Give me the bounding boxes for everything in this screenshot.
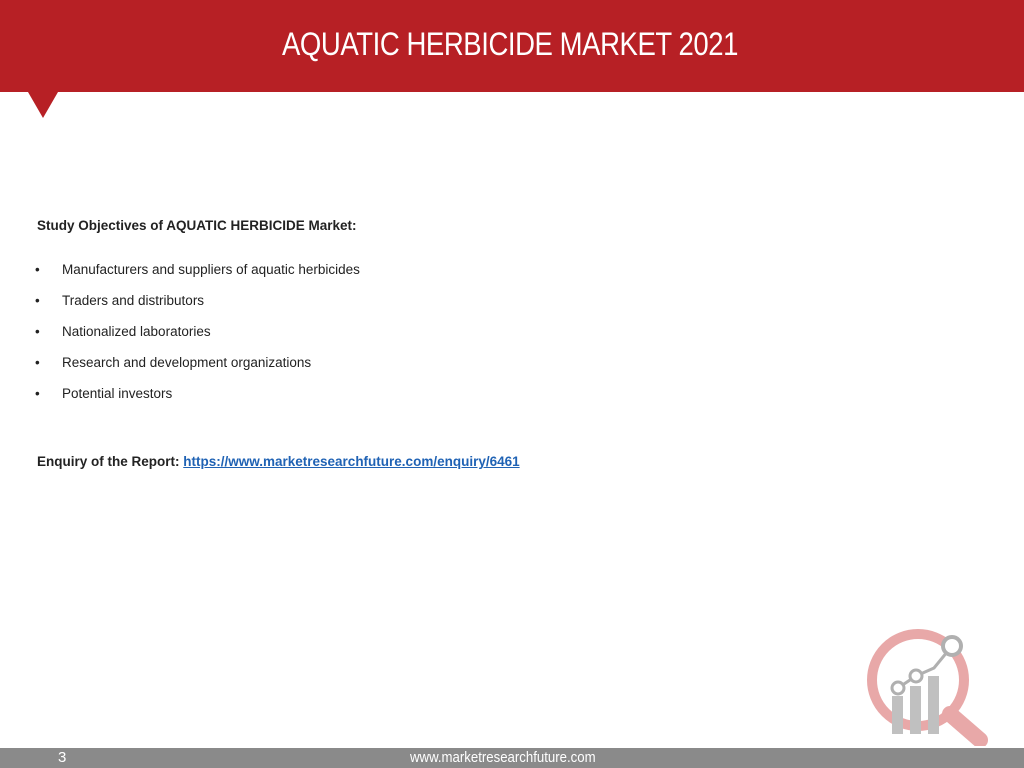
header-notch <box>28 92 58 118</box>
list-item <box>37 322 937 353</box>
list-item-text: Manufacturers and suppliers of aquatic herbicides <box>62 262 360 277</box>
list-item <box>37 291 937 322</box>
enquiry-line <box>37 452 520 472</box>
list-item-text: Nationalized laboratories <box>62 324 211 339</box>
magnifier-chart-logo-icon <box>862 628 992 746</box>
enquiry-link[interactable]: https://www.marketresearchfuture.com/enquiry/6461 <box>183 454 520 469</box>
footer-url: www.marketresearchfuture.com <box>410 749 596 766</box>
header-bar <box>0 0 1024 92</box>
page-number: 3 <box>58 749 67 766</box>
bullet-icon: • <box>35 262 40 277</box>
page-title: AQUATIC HERBICIDE MARKET 2021 <box>282 26 739 62</box>
bullet-icon: • <box>35 293 40 308</box>
main-content <box>37 216 937 415</box>
bullet-icon: • <box>35 386 40 401</box>
bullet-icon: • <box>35 355 40 370</box>
objectives-list <box>37 260 937 415</box>
list-item <box>37 353 937 384</box>
list-item <box>37 384 937 415</box>
list-item <box>37 260 937 291</box>
bullet-icon: • <box>35 324 40 339</box>
list-item-text: Traders and distributors <box>62 293 205 308</box>
enquiry-label: Enquiry of the Report: <box>37 454 184 469</box>
objectives-title: Study Objectives of AQUATIC HERBICIDE Market: <box>37 218 357 233</box>
footer-bar <box>0 748 1024 768</box>
list-item-text: Potential investors <box>62 386 173 401</box>
list-item-text: Research and development organizations <box>62 355 312 370</box>
